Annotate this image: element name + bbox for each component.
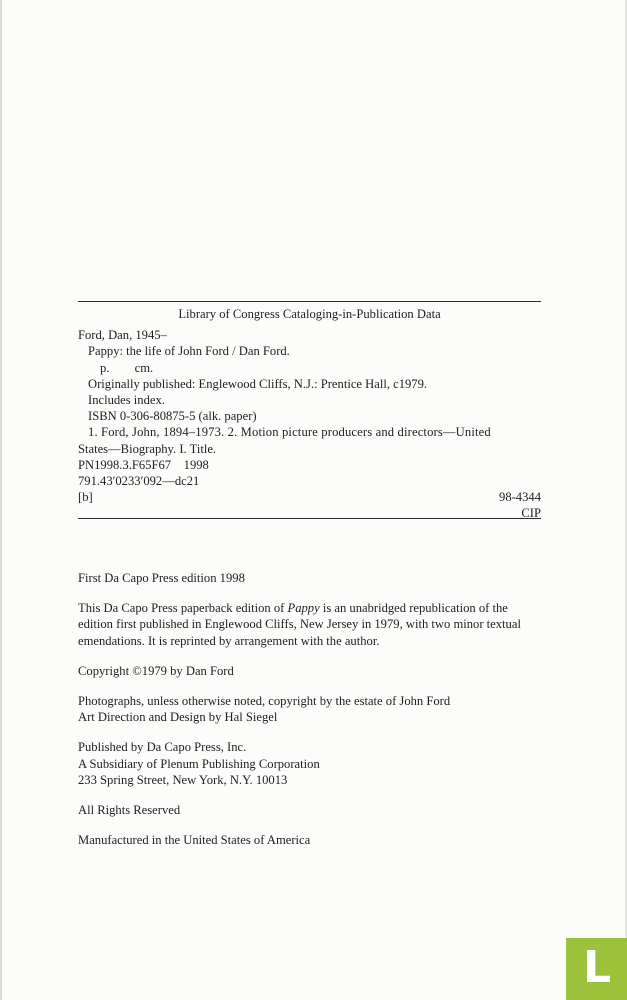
manufactured-line: Manufactured in the United States of America	[78, 833, 311, 848]
manufactured-paragraph	[78, 832, 548, 848]
cip-author: Ford, Dan, 1945–	[78, 328, 167, 343]
copyright-line: Copyright ©1979 by Dan Ford	[78, 663, 234, 678]
cip-top-rule	[78, 301, 541, 302]
republication-post: is an unabridged republication of the	[319, 601, 508, 616]
cip-subjects-continued: States—Biography. I. Title.	[78, 441, 217, 456]
cip-lccn: 98-4344	[499, 490, 541, 505]
cip-dewey: 791.43′0233′092—dc21	[78, 474, 200, 489]
cip-label: CIP	[521, 506, 541, 521]
republication-line-2: edition first published in Englewood Cliffs, New Jersey in 1979, with two minor textual	[78, 617, 521, 632]
cip-original-note: Originally published: Englewood Cliffs, N.J.: Prentice Hall, c1979.	[88, 376, 428, 391]
republication-line-3: emendations. It is reprinted by arrangement with the author.	[78, 633, 380, 648]
edition-line: First Da Capo Press edition 1998	[78, 571, 245, 585]
credits-paragraph	[78, 693, 548, 725]
cip-isbn: ISBN 0-306-80875-5 (alk. paper)	[88, 409, 257, 424]
cip-lc-class: PN1998.3.F65F67 1998	[78, 457, 209, 472]
cip-title-statement: Pappy: the life of John Ford / Dan Ford.	[88, 344, 290, 359]
republication-pre: This Da Capo Press paperback edition of	[78, 601, 288, 616]
cip-title: Library of Congress Cataloging-in-Publication Data	[178, 307, 441, 321]
publisher-name: Published by Da Capo Press, Inc.	[78, 740, 247, 755]
cip-bottom-rule	[78, 518, 541, 519]
book-title-italic: Pappy	[287, 601, 320, 616]
design-credit: Art Direction and Design by Hal Siegel	[78, 710, 278, 725]
edition-paragraph	[78, 570, 548, 586]
cip-subjects: 1. Ford, John, 1894–1973. 2. Motion picture producers and directors—United	[88, 425, 491, 440]
republication-line-1	[78, 600, 548, 616]
page-left-edge	[0, 0, 2, 1000]
copyright-text	[78, 570, 548, 862]
rights-line: All Rights Reserved	[78, 803, 181, 818]
publisher-address: 233 Spring Street, New York, N.Y. 10013	[78, 772, 288, 787]
logo-letter: L	[582, 942, 612, 993]
cip-index-note: Includes index.	[88, 393, 165, 408]
republication-paragraph	[78, 600, 548, 649]
watermark-logo	[566, 938, 627, 1000]
copyright-paragraph	[78, 663, 548, 679]
cip-collation: p. cm.	[100, 360, 154, 375]
cip-code-row	[78, 489, 541, 505]
cip-bracket-code: [b]	[78, 490, 93, 505]
rights-paragraph	[78, 802, 548, 818]
photo-credit: Photographs, unless otherwise noted, copyright by the estate of John Ford	[78, 694, 451, 709]
publisher-paragraph	[78, 739, 548, 788]
cip-block	[78, 306, 541, 522]
publisher-parent: A Subsidiary of Plenum Publishing Corporation	[78, 756, 320, 771]
